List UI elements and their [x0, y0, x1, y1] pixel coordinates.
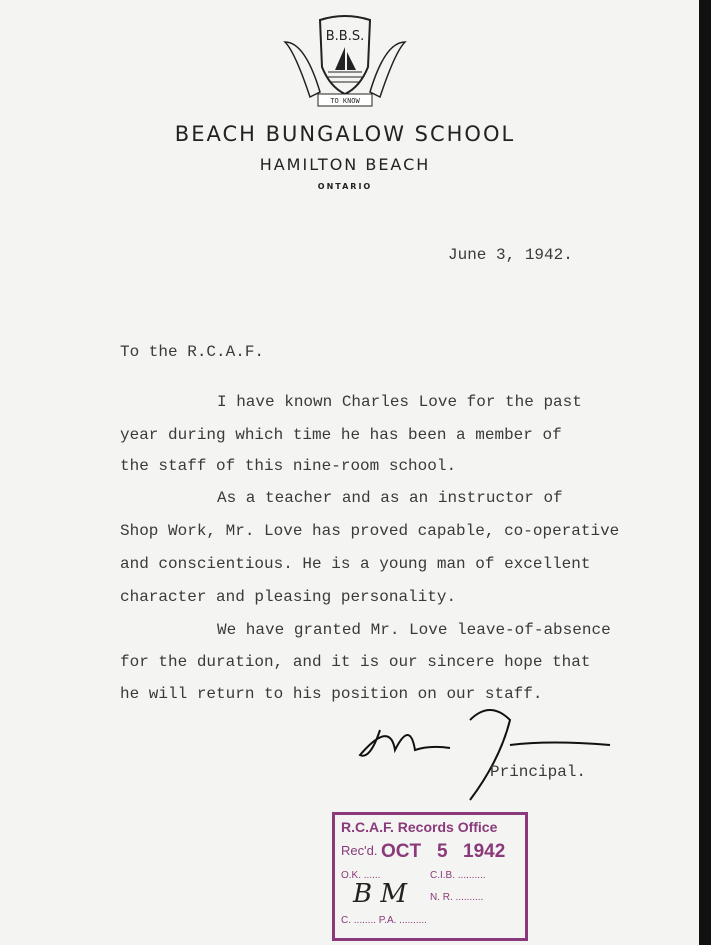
stamp-cib: C.I.B. ..........	[430, 870, 486, 881]
body-line: As a teacher and as an instructor of	[217, 489, 563, 507]
body-line: the staff of this nine-room school.	[120, 457, 457, 475]
body-line: Shop Work, Mr. Love has proved capable, co-operative	[120, 522, 620, 540]
signer-title: Principal.	[490, 763, 587, 781]
svg-text:B.B.S.: B.B.S.	[325, 29, 365, 44]
stamp-initials: B M	[353, 879, 407, 909]
body-line: character and pleasing personality.	[120, 588, 457, 606]
body-line: year during which time he has been a member of	[120, 426, 562, 444]
stamp-pa: C. ........ P.A. ..........	[341, 915, 427, 926]
school-crest-logo	[280, 12, 410, 112]
stamp-ok: O.K. ......	[341, 870, 381, 881]
svg-text:TO KNOW: TO KNOW	[330, 98, 360, 106]
body-line: for the duration, and it is our sincere hope that	[120, 653, 591, 671]
stamp-month: OCT	[381, 841, 422, 862]
rcaf-received-stamp	[332, 812, 528, 941]
scan-edge	[699, 0, 711, 945]
salutation: To the R.C.A.F.	[120, 343, 265, 361]
stamp-day: 5	[437, 841, 448, 862]
stamp-header: R.C.A.F. Records Office	[341, 819, 498, 835]
school-name: BEACH BUNGALOW SCHOOL	[174, 122, 516, 146]
body-line: We have granted Mr. Love leave-of-absence	[217, 621, 611, 639]
handwritten-signature	[350, 700, 620, 810]
letter-date: June 3, 1942.	[448, 246, 573, 264]
stamp-received-label: Rec'd.	[341, 843, 378, 858]
stamp-nr: N. R. ..........	[430, 892, 484, 903]
stamp-year: 1942	[463, 841, 506, 862]
body-line: I have known Charles Love for the past	[217, 393, 582, 411]
school-province: ONTARIO	[317, 182, 373, 191]
body-line: he will return to his position on our staff.	[120, 685, 543, 703]
body-line: and conscientious. He is a young man of excellent	[120, 555, 591, 573]
school-place: HAMILTON BEACH	[259, 155, 431, 174]
